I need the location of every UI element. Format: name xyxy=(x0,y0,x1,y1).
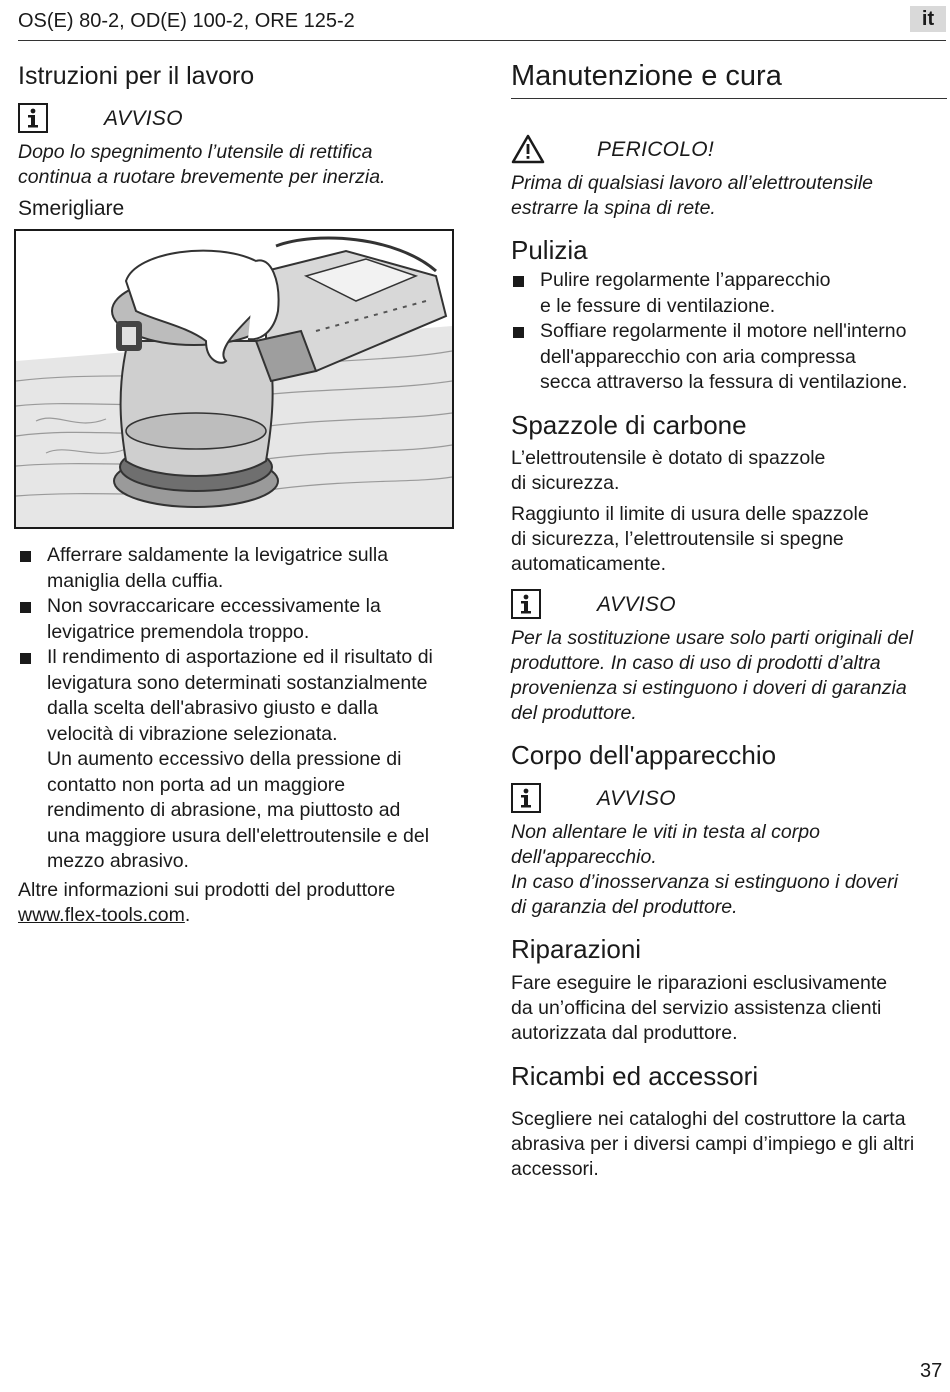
subsection-heading-housing: Corpo dell'apparecchio xyxy=(511,740,777,770)
subsection-heading-spares: Ricambi ed accessori xyxy=(511,1061,759,1091)
repairs-text-line: Fare eseguire le riparazioni esclusivamente xyxy=(511,972,888,994)
notice-text-line: produttore. In caso di uso di prodotti d’altra xyxy=(511,652,881,674)
language-badge: it xyxy=(910,6,946,32)
more-info-link-line: www.flex-tools.com. xyxy=(18,904,191,926)
brushes-text-line: di sicurezza, l’elettroutensile si spegne xyxy=(511,528,844,550)
spares-text-line: Scegliere nei cataloghi del costruttore la carta xyxy=(511,1108,906,1130)
manufacturer-website-link[interactable]: www.flex-tools.com xyxy=(18,904,185,926)
info-icon xyxy=(511,589,541,619)
danger-label: PERICOLO! xyxy=(597,138,715,161)
subsection-heading-repairs: Riparazioni xyxy=(511,934,642,964)
spares-text-line: abrasiva per i diversi campi d’impiego e gli altri xyxy=(511,1133,915,1155)
brushes-text-line: di sicurezza. xyxy=(511,472,620,494)
list-item: Pulire regolarmente l’apparecchio e le fessure di ventilazione. xyxy=(511,268,947,319)
subsection-heading-cleaning: Pulizia xyxy=(511,235,588,265)
section-heading-work-instructions: Istruzioni per il lavoro xyxy=(18,62,255,90)
notice-text-line: Per la sostituzione usare solo parti originali del xyxy=(511,627,914,649)
notice-text-line: continua a ruotare brevemente per inerzia. xyxy=(18,166,386,188)
more-info-text: Altre informazioni sui prodotti del produttore xyxy=(18,879,396,901)
work-instructions-list xyxy=(18,543,458,875)
notice-text-line: In caso d’inosservanza si estinguono i doveri xyxy=(511,871,898,893)
repairs-text-line: da un’officina del servizio assistenza clienti xyxy=(511,997,882,1019)
brushes-text-line: Raggiunto il limite di usura delle spazzole xyxy=(511,503,869,525)
list-item: Soffiare regolarmente il motore nell'interno dell'apparecchio con aria compressa secca attraverso la fessura di ventilazione. xyxy=(511,319,947,396)
notice-label: AVVISO xyxy=(597,787,676,810)
notice-text-line: provenienza si estinguono i doveri di garanzia xyxy=(511,677,907,699)
repairs-text-line: autorizzata dal produttore. xyxy=(511,1022,738,1044)
list-item: Afferrare saldamente la levigatrice sulla maniglia della cuffia. xyxy=(18,543,458,594)
danger-text-line: Prima di qualsiasi lavoro all’elettroutensile xyxy=(511,172,874,194)
list-item: Il rendimento di asportazione ed il risultato di levigatura sono determinati sostanzialmente dalla scelta dell'abrasivo giusto e dalla velocità di vibrazione selezionata. Un aumento eccessivo della pressione di contatto non porta ad un maggiore rendimento di abrasione, ma piuttosto ad una maggiore usura dell'elettroutensile e del mezzo abrasivo. xyxy=(18,645,458,875)
section-heading-maintenance: Manutenzione e cura xyxy=(511,60,782,92)
bullet-square-icon xyxy=(513,276,524,287)
brushes-text-line: automaticamente. xyxy=(511,553,667,575)
bullet-square-icon xyxy=(20,551,31,562)
list-item: Non sovraccaricare eccessivamente la levigatrice premendola troppo. xyxy=(18,594,458,645)
notice-text-line: Dopo lo spegnimento l’utensile di rettifica xyxy=(18,141,373,163)
notice-text-line: del produttore. xyxy=(511,702,637,724)
info-icon xyxy=(18,103,48,133)
spares-text-line: accessori. xyxy=(511,1158,599,1180)
sander-illustration xyxy=(14,229,454,529)
info-icon xyxy=(511,783,541,813)
warning-triangle-icon xyxy=(511,134,545,164)
notice-text-line: Non allentare le viti in testa al corpo xyxy=(511,821,820,843)
subheading-sanding: Smerigliare xyxy=(18,197,125,220)
notice-label: AVVISO xyxy=(104,107,183,130)
document-header-title: OS(E) 80-2, OD(E) 100-2, ORE 125-2 xyxy=(18,10,355,32)
bullet-square-icon xyxy=(513,327,524,338)
notice-text-line: dell'apparecchio. xyxy=(511,846,657,868)
page-number: 37 xyxy=(920,1360,943,1382)
danger-text-line: estrarre la spina di rete. xyxy=(511,197,716,219)
subsection-heading-brushes: Spazzole di carbone xyxy=(511,410,747,440)
notice-text-line: di garanzia del produttore. xyxy=(511,896,738,918)
heading-divider xyxy=(511,98,947,99)
header-divider xyxy=(18,40,946,41)
bullet-square-icon xyxy=(20,602,31,613)
brushes-text-line: L’elettroutensile è dotato di spazzole xyxy=(511,447,826,469)
bullet-square-icon xyxy=(20,653,31,664)
cleaning-list xyxy=(511,268,947,396)
notice-label: AVVISO xyxy=(597,593,676,616)
